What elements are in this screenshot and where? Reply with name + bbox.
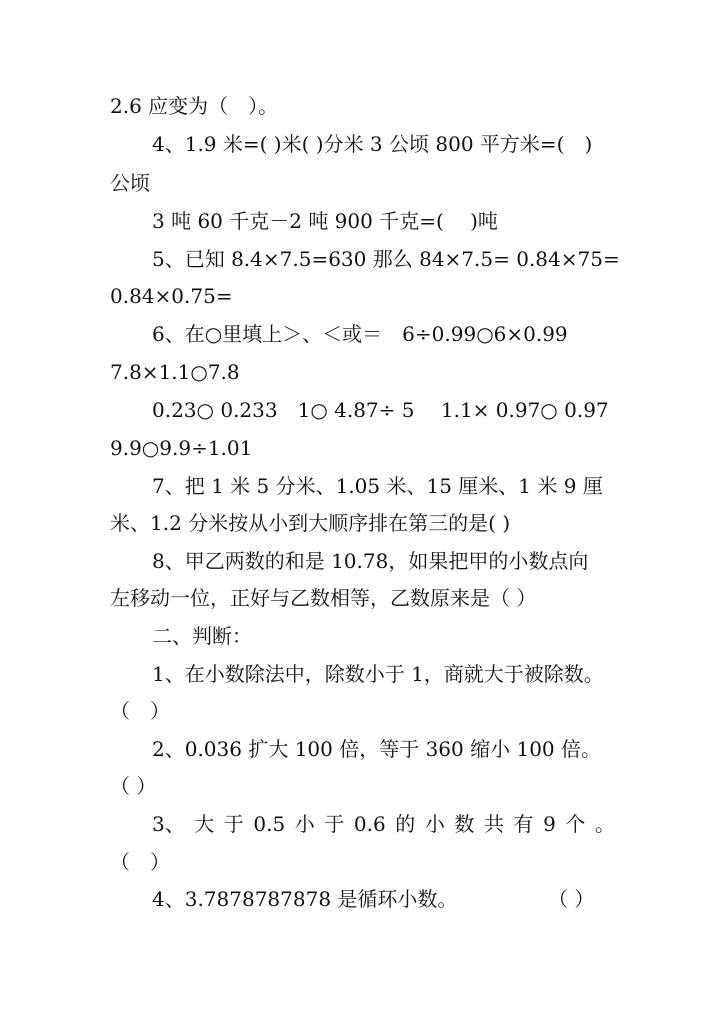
text-token: 于: [324, 812, 345, 836]
text-token: 0.6: [353, 812, 386, 836]
text-token: 有: [513, 812, 534, 836]
question-4-line: 4、1.9 米=( )米( )分米 3 公顷 800 平方米=( ): [152, 132, 593, 156]
answer-parentheses: （ ）: [110, 699, 170, 723]
text-line: 3 吨 60 千克－2 吨 900 千克=( )吨: [152, 209, 498, 233]
question-7-line: 7、把 1 米 5 分米、1.05 米、15 厘米、1 米 9 厘: [152, 474, 603, 498]
text-token: 数: [454, 812, 475, 836]
judge-2-line: 2、0.036 扩大 100 倍，等于 360 缩小 100 倍。: [152, 737, 602, 761]
text-token: 。: [594, 812, 615, 836]
text-line: 公顷: [110, 171, 150, 195]
text-token: 共: [483, 812, 504, 836]
text-token: 小: [424, 812, 445, 836]
text-line: 米、1.2 分米按从小到大顺序排在第三的是( ): [110, 511, 511, 535]
text-token: 0.5: [253, 812, 286, 836]
text-token: 9: [543, 812, 556, 836]
question-6-line: 6、在○里填上＞、＜或＝ 6÷0.99○6×0.99: [152, 322, 568, 346]
text-token: 3、: [152, 812, 185, 836]
judge-1-line: 1、在小数除法中，除数小于 1，商就大于被除数。: [152, 662, 604, 686]
judge-4-line: 4、3.7878787878 是循环小数。: [152, 887, 458, 911]
text-line: 左移动一位，正好与乙数相等，乙数原来是（ ）: [110, 586, 537, 610]
section-heading: 二、判断：: [152, 624, 252, 648]
question-5-line: 5、已知 8.4×7.5=630 那么 84×7.5= 0.84×75=: [152, 247, 620, 271]
text-token: 的: [395, 812, 416, 836]
text-token: 小: [294, 812, 315, 836]
answer-parentheses: （ ）: [548, 887, 595, 911]
judge-3-line: [152, 811, 615, 837]
text-token: 大: [194, 812, 215, 836]
text-line: 7.8×1.1○7.8: [110, 360, 240, 384]
text-line: 9.9○9.9÷1.01: [110, 436, 253, 460]
text-line: 2.6 应变为（ ）。: [110, 94, 279, 118]
text-line: 0.84×0.75=: [110, 284, 233, 308]
answer-parentheses: （ ）: [110, 774, 157, 798]
text-token: 个: [565, 812, 586, 836]
text-line: 0.23○ 0.233 1○ 4.87÷ 5 1.1× 0.97○ 0.97: [152, 398, 609, 422]
answer-parentheses: （ ）: [110, 850, 170, 874]
text-token: 于: [223, 812, 244, 836]
question-8-line: 8、甲乙两数的和是 10.78，如果把甲的小数点向: [152, 549, 589, 573]
